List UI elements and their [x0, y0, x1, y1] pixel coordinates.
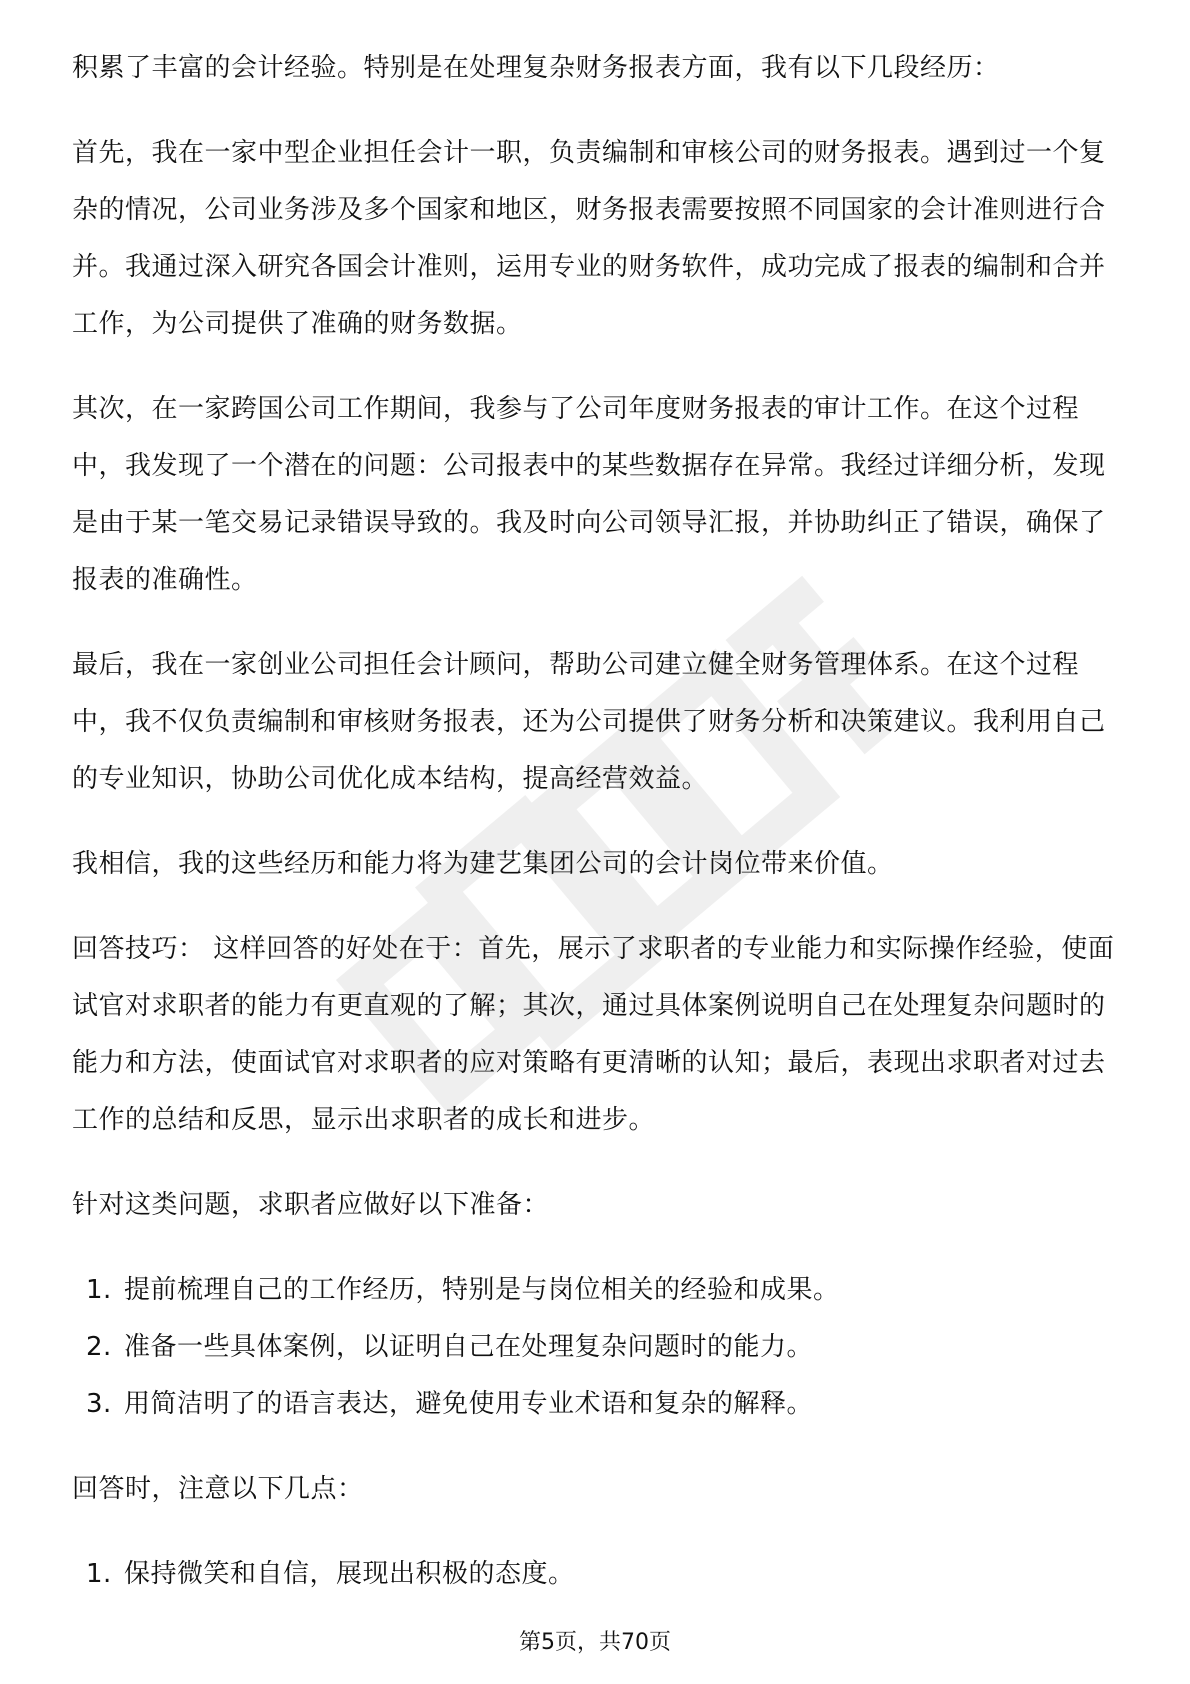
prep-list — [72, 1262, 1118, 1433]
paragraph-first-experience: 首先，我在一家中型企业担任会计一职，负责编制和审核公司的财务报表。遇到过一个复杂的情况，公司业务涉及多个国家和地区，财务报表需要按照不同国家的会计准则进行合并。我通过深入研究各国会计准则，运用专业的财务软件，成功完成了报表的编制和合并工作，为公司提供了准确的财务数据。 — [72, 138, 1106, 339]
document-body — [72, 40, 1118, 1631]
paragraph-answer-heading: 回答时，注意以下几点： — [72, 1474, 364, 1504]
list-item-number: 1. — [86, 1275, 112, 1305]
paragraph-third-experience: 最后，我在一家创业公司担任会计顾问，帮助公司建立健全财务管理体系。在这个过程中，我不仅负责编制和审核财务报表，还为公司提供了财务分析和决策建议。我利用自己的专业知识，协助公司优化成本结构，提高经营效益。 — [72, 650, 1106, 794]
list-item — [72, 1376, 1118, 1433]
answer-list — [72, 1546, 1118, 1603]
list-item-text: 提前梳理自己的工作经历，特别是与岗位相关的经验和成果。 — [124, 1275, 840, 1305]
list-item-number: 3. — [86, 1389, 112, 1419]
list-item-number: 1. — [86, 1559, 112, 1589]
list-item-text: 用简洁明了的语言表达，避免使用专业术语和复杂的解释。 — [124, 1389, 814, 1419]
list-item-number: 2. — [86, 1332, 112, 1362]
list-item — [72, 1262, 1118, 1319]
page-footer: 第5页，共70页 — [519, 1630, 671, 1655]
paragraph-intro: 积累了丰富的会计经验。特别是在处理复杂财务报表方面，我有以下几段经历： — [72, 53, 1000, 83]
paragraph-prep-heading: 针对这类问题，求职者应做好以下准备： — [72, 1190, 550, 1220]
list-item — [72, 1546, 1118, 1603]
paragraph-conclusion: 我相信，我的这些经历和能力将为建艺集团公司的会计岗位带来价值。 — [72, 849, 894, 879]
list-item-text: 准备一些具体案例，以证明自己在处理复杂问题时的能力。 — [124, 1332, 814, 1362]
paragraph-answer-tips: 回答技巧： 这样回答的好处在于：首先，展示了求职者的专业能力和实际操作经验，使面试官对求职者的能力有更直观的了解；其次，通过具体案例说明自己在处理复杂问题时的能力和方法，使面试官对求职者的应对策略有更清晰的认知；最后，表现出求职者对过去工作的总结和反思，显示出求职者的成长和进步。 — [72, 934, 1115, 1135]
list-item — [72, 1319, 1118, 1376]
list-item-text: 保持微笑和自信，展现出积极的态度。 — [124, 1559, 575, 1589]
paragraph-second-experience: 其次，在一家跨国公司工作期间，我参与了公司年度财务报表的审计工作。在这个过程中，我发现了一个潜在的问题：公司报表中的某些数据存在异常。我经过详细分析，发现是由于某一笔交易记录错误导致的。我及时向公司领导汇报，并协助纠正了错误，确保了报表的准确性。 — [72, 394, 1106, 595]
